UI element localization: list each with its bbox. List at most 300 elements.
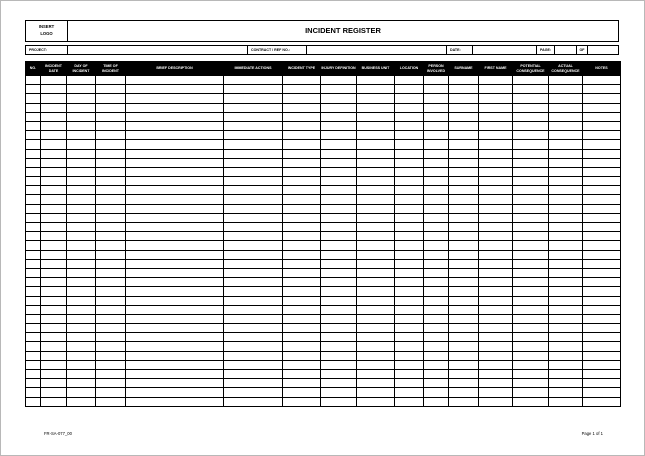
- table-cell[interactable]: [583, 223, 621, 232]
- table-cell[interactable]: [321, 268, 357, 277]
- table-cell[interactable]: [126, 351, 224, 360]
- table-cell[interactable]: [395, 268, 424, 277]
- table-cell[interactable]: [583, 149, 621, 158]
- table-cell[interactable]: [96, 76, 126, 85]
- table-cell[interactable]: [395, 94, 424, 103]
- table-cell[interactable]: [449, 287, 479, 296]
- table-cell[interactable]: [479, 370, 513, 379]
- table-cell[interactable]: [395, 223, 424, 232]
- table-cell[interactable]: [126, 112, 224, 121]
- table-cell[interactable]: [583, 177, 621, 186]
- table-cell[interactable]: [224, 268, 283, 277]
- table-cell[interactable]: [67, 167, 96, 176]
- table-cell[interactable]: [395, 131, 424, 140]
- table-cell[interactable]: [583, 351, 621, 360]
- table-cell[interactable]: [479, 379, 513, 388]
- table-cell[interactable]: [283, 259, 321, 268]
- table-cell[interactable]: [67, 204, 96, 213]
- table-cell[interactable]: [513, 370, 549, 379]
- page-field[interactable]: [555, 46, 577, 54]
- table-cell[interactable]: [479, 158, 513, 167]
- table-cell[interactable]: [283, 131, 321, 140]
- table-cell[interactable]: [26, 94, 41, 103]
- table-cell[interactable]: [126, 167, 224, 176]
- table-cell[interactable]: [67, 177, 96, 186]
- table-cell[interactable]: [449, 223, 479, 232]
- table-cell[interactable]: [357, 388, 395, 397]
- table-cell[interactable]: [67, 333, 96, 342]
- table-cell[interactable]: [583, 232, 621, 241]
- table-cell[interactable]: [357, 259, 395, 268]
- of-field[interactable]: [588, 46, 618, 54]
- table-cell[interactable]: [395, 103, 424, 112]
- table-cell[interactable]: [26, 278, 41, 287]
- table-cell[interactable]: [549, 167, 583, 176]
- table-cell[interactable]: [424, 223, 449, 232]
- table-cell[interactable]: [583, 186, 621, 195]
- table-cell[interactable]: [321, 167, 357, 176]
- table-cell[interactable]: [513, 296, 549, 305]
- table-cell[interactable]: [513, 388, 549, 397]
- table-cell[interactable]: [96, 131, 126, 140]
- table-cell[interactable]: [395, 76, 424, 85]
- table-cell[interactable]: [357, 287, 395, 296]
- table-cell[interactable]: [424, 85, 449, 94]
- table-cell[interactable]: [583, 195, 621, 204]
- table-cell[interactable]: [41, 360, 67, 369]
- table-cell[interactable]: [283, 94, 321, 103]
- table-cell[interactable]: [67, 342, 96, 351]
- table-cell[interactable]: [479, 250, 513, 259]
- table-cell[interactable]: [224, 351, 283, 360]
- table-cell[interactable]: [96, 250, 126, 259]
- table-cell[interactable]: [126, 177, 224, 186]
- table-cell[interactable]: [126, 296, 224, 305]
- table-cell[interactable]: [449, 314, 479, 323]
- table-cell[interactable]: [395, 314, 424, 323]
- table-cell[interactable]: [449, 370, 479, 379]
- table-cell[interactable]: [357, 397, 395, 406]
- table-cell[interactable]: [41, 324, 67, 333]
- table-cell[interactable]: [126, 314, 224, 323]
- table-cell[interactable]: [583, 278, 621, 287]
- table-cell[interactable]: [283, 149, 321, 158]
- table-cell[interactable]: [224, 250, 283, 259]
- table-cell[interactable]: [41, 296, 67, 305]
- table-cell[interactable]: [26, 296, 41, 305]
- table-cell[interactable]: [395, 232, 424, 241]
- table-cell[interactable]: [321, 370, 357, 379]
- table-cell[interactable]: [224, 140, 283, 149]
- table-cell[interactable]: [321, 342, 357, 351]
- date-field[interactable]: [473, 46, 537, 54]
- table-cell[interactable]: [357, 94, 395, 103]
- table-cell[interactable]: [126, 76, 224, 85]
- table-cell[interactable]: [357, 360, 395, 369]
- table-cell[interactable]: [583, 305, 621, 314]
- table-cell[interactable]: [479, 140, 513, 149]
- table-cell[interactable]: [26, 131, 41, 140]
- table-cell[interactable]: [96, 379, 126, 388]
- table-cell[interactable]: [26, 388, 41, 397]
- table-cell[interactable]: [513, 103, 549, 112]
- table-cell[interactable]: [549, 241, 583, 250]
- table-cell[interactable]: [449, 342, 479, 351]
- table-cell[interactable]: [67, 149, 96, 158]
- table-cell[interactable]: [224, 103, 283, 112]
- table-cell[interactable]: [357, 213, 395, 222]
- table-cell[interactable]: [67, 121, 96, 130]
- table-cell[interactable]: [321, 149, 357, 158]
- table-cell[interactable]: [357, 204, 395, 213]
- table-cell[interactable]: [549, 85, 583, 94]
- table-cell[interactable]: [583, 140, 621, 149]
- table-cell[interactable]: [395, 195, 424, 204]
- table-cell[interactable]: [283, 388, 321, 397]
- table-cell[interactable]: [395, 85, 424, 94]
- table-cell[interactable]: [41, 379, 67, 388]
- table-cell[interactable]: [513, 223, 549, 232]
- table-cell[interactable]: [321, 314, 357, 323]
- table-cell[interactable]: [96, 241, 126, 250]
- table-cell[interactable]: [583, 94, 621, 103]
- table-cell[interactable]: [395, 351, 424, 360]
- table-cell[interactable]: [283, 85, 321, 94]
- table-cell[interactable]: [96, 388, 126, 397]
- table-cell[interactable]: [357, 177, 395, 186]
- table-cell[interactable]: [67, 76, 96, 85]
- table-cell[interactable]: [224, 223, 283, 232]
- table-cell[interactable]: [26, 397, 41, 406]
- table-cell[interactable]: [424, 158, 449, 167]
- table-cell[interactable]: [549, 94, 583, 103]
- table-cell[interactable]: [41, 259, 67, 268]
- table-cell[interactable]: [513, 305, 549, 314]
- table-cell[interactable]: [583, 112, 621, 121]
- table-cell[interactable]: [395, 250, 424, 259]
- table-cell[interactable]: [41, 388, 67, 397]
- table-cell[interactable]: [479, 213, 513, 222]
- table-cell[interactable]: [513, 324, 549, 333]
- table-cell[interactable]: [513, 140, 549, 149]
- table-cell[interactable]: [479, 94, 513, 103]
- table-cell[interactable]: [549, 388, 583, 397]
- table-cell[interactable]: [96, 140, 126, 149]
- table-cell[interactable]: [549, 204, 583, 213]
- table-cell[interactable]: [283, 397, 321, 406]
- table-cell[interactable]: [583, 296, 621, 305]
- table-cell[interactable]: [26, 305, 41, 314]
- table-cell[interactable]: [26, 167, 41, 176]
- table-cell[interactable]: [67, 268, 96, 277]
- table-cell[interactable]: [96, 94, 126, 103]
- table-cell[interactable]: [67, 158, 96, 167]
- table-cell[interactable]: [395, 370, 424, 379]
- table-cell[interactable]: [41, 268, 67, 277]
- table-cell[interactable]: [479, 287, 513, 296]
- table-cell[interactable]: [449, 388, 479, 397]
- contract-field[interactable]: [307, 46, 447, 54]
- table-cell[interactable]: [26, 360, 41, 369]
- table-cell[interactable]: [357, 250, 395, 259]
- table-cell[interactable]: [41, 177, 67, 186]
- table-cell[interactable]: [583, 85, 621, 94]
- table-cell[interactable]: [549, 268, 583, 277]
- table-cell[interactable]: [449, 177, 479, 186]
- table-cell[interactable]: [224, 324, 283, 333]
- table-cell[interactable]: [583, 103, 621, 112]
- table-cell[interactable]: [513, 85, 549, 94]
- table-cell[interactable]: [126, 305, 224, 314]
- table-cell[interactable]: [26, 314, 41, 323]
- table-cell[interactable]: [357, 232, 395, 241]
- table-cell[interactable]: [449, 85, 479, 94]
- table-cell[interactable]: [513, 268, 549, 277]
- table-cell[interactable]: [549, 370, 583, 379]
- table-cell[interactable]: [41, 131, 67, 140]
- table-cell[interactable]: [583, 121, 621, 130]
- table-cell[interactable]: [96, 158, 126, 167]
- table-cell[interactable]: [67, 140, 96, 149]
- table-cell[interactable]: [449, 324, 479, 333]
- table-cell[interactable]: [479, 131, 513, 140]
- table-cell[interactable]: [357, 121, 395, 130]
- table-cell[interactable]: [224, 204, 283, 213]
- table-cell[interactable]: [424, 250, 449, 259]
- table-cell[interactable]: [513, 360, 549, 369]
- table-cell[interactable]: [26, 370, 41, 379]
- table-cell[interactable]: [321, 296, 357, 305]
- table-cell[interactable]: [395, 388, 424, 397]
- table-cell[interactable]: [549, 140, 583, 149]
- table-cell[interactable]: [583, 388, 621, 397]
- table-cell[interactable]: [26, 103, 41, 112]
- table-cell[interactable]: [449, 204, 479, 213]
- table-cell[interactable]: [26, 195, 41, 204]
- table-cell[interactable]: [283, 241, 321, 250]
- table-cell[interactable]: [283, 213, 321, 222]
- table-cell[interactable]: [583, 268, 621, 277]
- table-cell[interactable]: [126, 324, 224, 333]
- table-cell[interactable]: [583, 167, 621, 176]
- table-cell[interactable]: [479, 296, 513, 305]
- table-cell[interactable]: [479, 278, 513, 287]
- table-cell[interactable]: [395, 305, 424, 314]
- table-cell[interactable]: [479, 232, 513, 241]
- table-cell[interactable]: [126, 397, 224, 406]
- table-cell[interactable]: [96, 324, 126, 333]
- table-cell[interactable]: [96, 259, 126, 268]
- table-cell[interactable]: [357, 140, 395, 149]
- table-cell[interactable]: [479, 388, 513, 397]
- table-cell[interactable]: [126, 213, 224, 222]
- table-cell[interactable]: [479, 112, 513, 121]
- table-cell[interactable]: [224, 177, 283, 186]
- table-cell[interactable]: [395, 112, 424, 121]
- table-cell[interactable]: [449, 149, 479, 158]
- table-cell[interactable]: [224, 333, 283, 342]
- table-cell[interactable]: [513, 333, 549, 342]
- table-cell[interactable]: [449, 305, 479, 314]
- table-cell[interactable]: [126, 131, 224, 140]
- table-cell[interactable]: [321, 76, 357, 85]
- table-cell[interactable]: [479, 223, 513, 232]
- table-cell[interactable]: [583, 287, 621, 296]
- table-cell[interactable]: [357, 131, 395, 140]
- table-cell[interactable]: [513, 94, 549, 103]
- table-cell[interactable]: [479, 167, 513, 176]
- table-cell[interactable]: [583, 250, 621, 259]
- table-cell[interactable]: [41, 112, 67, 121]
- table-cell[interactable]: [449, 268, 479, 277]
- table-cell[interactable]: [583, 314, 621, 323]
- table-cell[interactable]: [357, 195, 395, 204]
- table-cell[interactable]: [67, 370, 96, 379]
- table-cell[interactable]: [283, 121, 321, 130]
- table-cell[interactable]: [449, 140, 479, 149]
- table-cell[interactable]: [41, 103, 67, 112]
- table-cell[interactable]: [26, 342, 41, 351]
- table-cell[interactable]: [479, 177, 513, 186]
- table-cell[interactable]: [479, 76, 513, 85]
- table-cell[interactable]: [479, 259, 513, 268]
- table-cell[interactable]: [224, 195, 283, 204]
- table-cell[interactable]: [96, 195, 126, 204]
- table-cell[interactable]: [449, 232, 479, 241]
- table-cell[interactable]: [67, 223, 96, 232]
- table-cell[interactable]: [67, 131, 96, 140]
- table-cell[interactable]: [96, 232, 126, 241]
- table-cell[interactable]: [549, 121, 583, 130]
- table-cell[interactable]: [395, 333, 424, 342]
- table-cell[interactable]: [424, 167, 449, 176]
- table-cell[interactable]: [41, 351, 67, 360]
- table-cell[interactable]: [479, 85, 513, 94]
- table-cell[interactable]: [479, 268, 513, 277]
- table-cell[interactable]: [513, 259, 549, 268]
- table-cell[interactable]: [126, 94, 224, 103]
- table-cell[interactable]: [321, 397, 357, 406]
- table-cell[interactable]: [126, 342, 224, 351]
- table-cell[interactable]: [67, 241, 96, 250]
- table-cell[interactable]: [283, 268, 321, 277]
- table-cell[interactable]: [583, 158, 621, 167]
- table-cell[interactable]: [321, 195, 357, 204]
- table-cell[interactable]: [224, 94, 283, 103]
- table-cell[interactable]: [126, 278, 224, 287]
- table-cell[interactable]: [41, 195, 67, 204]
- table-cell[interactable]: [424, 149, 449, 158]
- table-cell[interactable]: [357, 268, 395, 277]
- table-cell[interactable]: [224, 158, 283, 167]
- table-cell[interactable]: [96, 305, 126, 314]
- table-cell[interactable]: [449, 131, 479, 140]
- table-cell[interactable]: [479, 360, 513, 369]
- table-cell[interactable]: [321, 388, 357, 397]
- table-cell[interactable]: [321, 140, 357, 149]
- table-cell[interactable]: [126, 360, 224, 369]
- table-cell[interactable]: [357, 76, 395, 85]
- table-cell[interactable]: [549, 342, 583, 351]
- table-cell[interactable]: [449, 250, 479, 259]
- table-cell[interactable]: [283, 167, 321, 176]
- table-cell[interactable]: [41, 186, 67, 195]
- table-cell[interactable]: [357, 112, 395, 121]
- table-cell[interactable]: [41, 278, 67, 287]
- table-cell[interactable]: [395, 379, 424, 388]
- table-cell[interactable]: [395, 149, 424, 158]
- table-cell[interactable]: [224, 379, 283, 388]
- table-cell[interactable]: [479, 314, 513, 323]
- table-cell[interactable]: [424, 360, 449, 369]
- table-cell[interactable]: [41, 213, 67, 222]
- table-cell[interactable]: [583, 76, 621, 85]
- table-cell[interactable]: [283, 296, 321, 305]
- table-cell[interactable]: [424, 76, 449, 85]
- table-cell[interactable]: [321, 278, 357, 287]
- table-cell[interactable]: [321, 259, 357, 268]
- table-cell[interactable]: [395, 296, 424, 305]
- table-cell[interactable]: [449, 94, 479, 103]
- table-cell[interactable]: [357, 149, 395, 158]
- table-cell[interactable]: [583, 259, 621, 268]
- table-cell[interactable]: [26, 158, 41, 167]
- table-cell[interactable]: [321, 131, 357, 140]
- table-cell[interactable]: [224, 296, 283, 305]
- table-cell[interactable]: [41, 397, 67, 406]
- table-cell[interactable]: [224, 388, 283, 397]
- table-cell[interactable]: [26, 324, 41, 333]
- table-cell[interactable]: [513, 213, 549, 222]
- table-cell[interactable]: [549, 360, 583, 369]
- table-cell[interactable]: [283, 223, 321, 232]
- table-cell[interactable]: [449, 397, 479, 406]
- table-cell[interactable]: [283, 112, 321, 121]
- table-cell[interactable]: [424, 296, 449, 305]
- table-cell[interactable]: [424, 112, 449, 121]
- table-cell[interactable]: [395, 342, 424, 351]
- table-cell[interactable]: [224, 342, 283, 351]
- table-cell[interactable]: [126, 195, 224, 204]
- table-cell[interactable]: [224, 241, 283, 250]
- table-cell[interactable]: [224, 232, 283, 241]
- table-cell[interactable]: [26, 85, 41, 94]
- table-cell[interactable]: [549, 314, 583, 323]
- table-cell[interactable]: [26, 140, 41, 149]
- table-cell[interactable]: [321, 223, 357, 232]
- table-cell[interactable]: [513, 278, 549, 287]
- table-cell[interactable]: [26, 379, 41, 388]
- table-cell[interactable]: [549, 278, 583, 287]
- table-cell[interactable]: [67, 314, 96, 323]
- table-cell[interactable]: [479, 333, 513, 342]
- table-cell[interactable]: [26, 177, 41, 186]
- table-cell[interactable]: [224, 186, 283, 195]
- table-cell[interactable]: [321, 287, 357, 296]
- table-cell[interactable]: [26, 204, 41, 213]
- project-field[interactable]: [68, 46, 248, 54]
- table-cell[interactable]: [283, 360, 321, 369]
- table-cell[interactable]: [41, 250, 67, 259]
- table-cell[interactable]: [513, 131, 549, 140]
- table-cell[interactable]: [357, 370, 395, 379]
- table-cell[interactable]: [321, 177, 357, 186]
- table-cell[interactable]: [283, 250, 321, 259]
- table-cell[interactable]: [479, 342, 513, 351]
- table-cell[interactable]: [479, 241, 513, 250]
- table-cell[interactable]: [96, 112, 126, 121]
- table-cell[interactable]: [224, 287, 283, 296]
